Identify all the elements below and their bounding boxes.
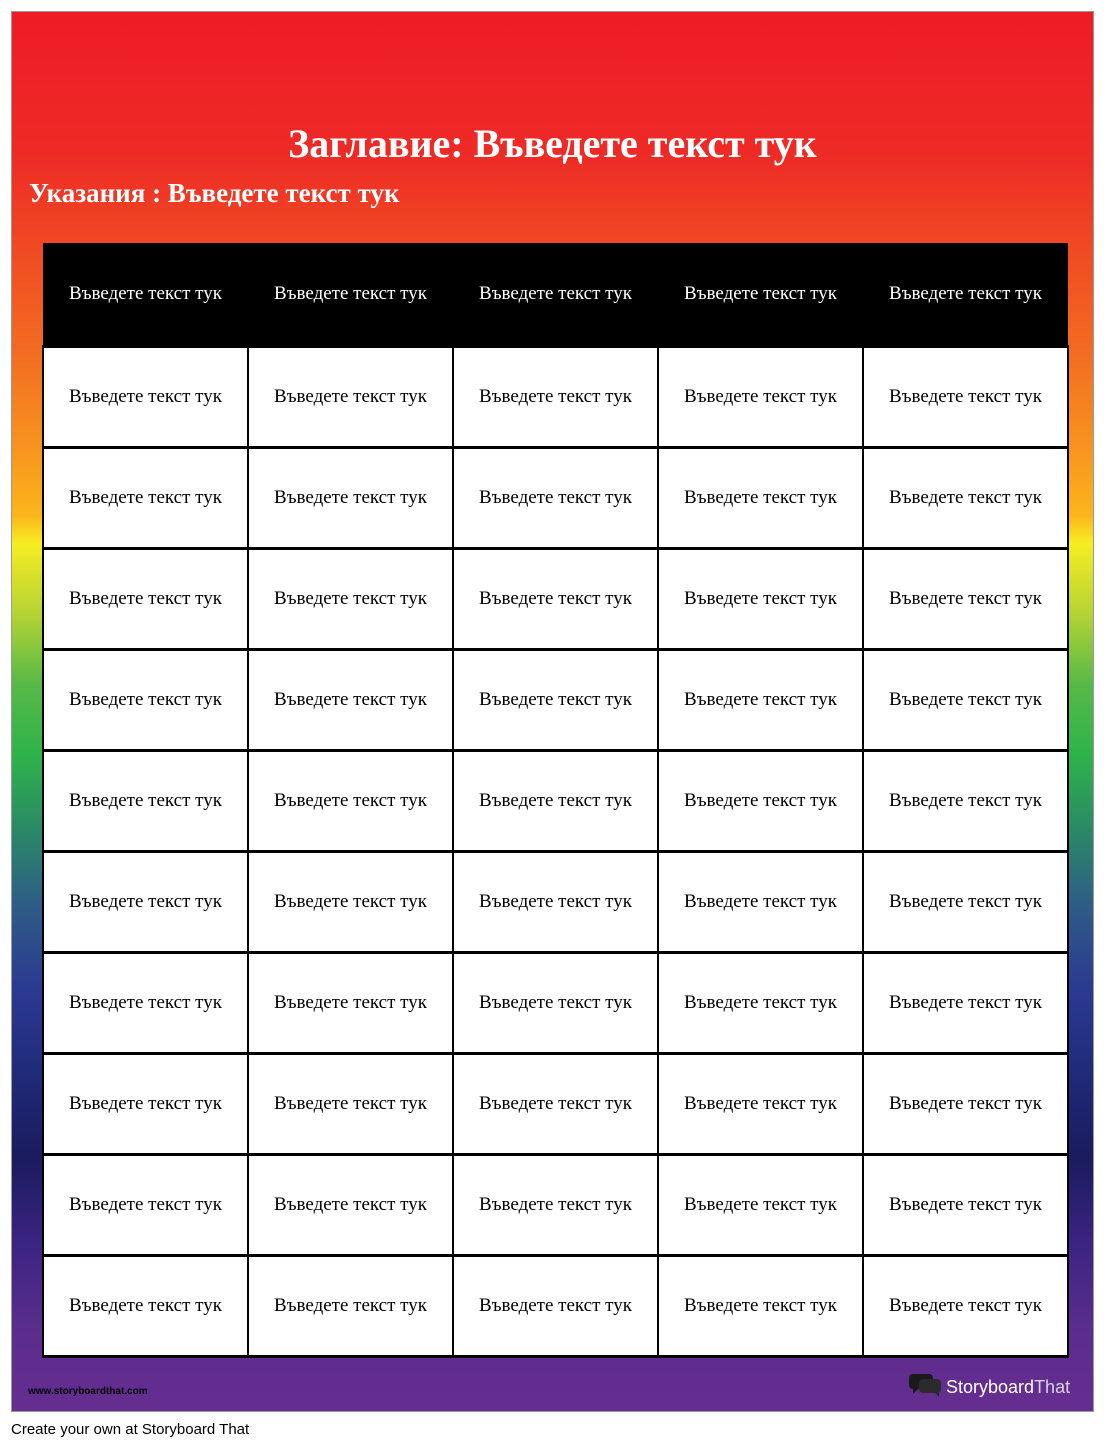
worksheet-poster: [11, 11, 1094, 1412]
table-cell[interactable]: Въведете текст тук: [453, 751, 658, 852]
logo-text-storyboard: Storyboard: [946, 1376, 1035, 1397]
table-cell[interactable]: Въведете текст тук: [658, 347, 863, 448]
footer-url: www.storyboardthat.com: [28, 1386, 148, 1397]
table-cell[interactable]: Въведете текст тук: [248, 852, 453, 953]
table-cell[interactable]: Въведете текст тук: [248, 1155, 453, 1256]
header-cell[interactable]: Въведете текст тук: [248, 243, 453, 347]
table-cell[interactable]: Въведете текст тук: [453, 1256, 658, 1357]
table-cell[interactable]: Въведете текст тук: [248, 549, 453, 650]
table-cell[interactable]: Въведете текст тук: [863, 953, 1068, 1054]
logo-text-that: That: [1034, 1376, 1071, 1397]
worksheet-title[interactable]: Заглавие: Въведете текст тук: [288, 121, 817, 166]
table-cell[interactable]: Въведете текст тук: [453, 448, 658, 549]
table-cell[interactable]: Въведете текст тук: [658, 1155, 863, 1256]
table-cell[interactable]: Въведете текст тук: [453, 1155, 658, 1256]
table-row: [43, 852, 1068, 953]
table-cell[interactable]: Въведете текст тук: [863, 1054, 1068, 1155]
table-cell[interactable]: Въведете текст тук: [453, 1054, 658, 1155]
table-cell[interactable]: Въведете текст тук: [248, 650, 453, 751]
table-row: [43, 650, 1068, 751]
header-row: [43, 243, 1068, 347]
worksheet-table: [42, 243, 1069, 1358]
table-cell[interactable]: Въведете текст тук: [658, 650, 863, 751]
storyboardthat-caption: Create your own at Storyboard That: [11, 1421, 250, 1438]
header-cell[interactable]: Въведете текст тук: [43, 243, 248, 347]
table-row: [43, 1054, 1068, 1155]
table-cell[interactable]: Въведете текст тук: [43, 448, 248, 549]
table-cell[interactable]: Въведете текст тук: [43, 1054, 248, 1155]
table-cell[interactable]: Въведете текст тук: [863, 549, 1068, 650]
table-cell[interactable]: Въведете текст тук: [658, 1256, 863, 1357]
table-row: [43, 549, 1068, 650]
table-cell[interactable]: Въведете текст тук: [658, 953, 863, 1054]
table-cell[interactable]: Въведете текст тук: [43, 347, 248, 448]
table-cell[interactable]: Въведете текст тук: [658, 852, 863, 953]
worksheet-directions[interactable]: Указания : Въведете текст тук: [29, 178, 400, 208]
header-cell[interactable]: Въведете текст тук: [863, 243, 1068, 347]
table-cell[interactable]: Въведете текст тук: [863, 650, 1068, 751]
table-row: [43, 1155, 1068, 1256]
table-cell[interactable]: Въведете текст тук: [453, 347, 658, 448]
table-cell[interactable]: Въведете текст тук: [248, 448, 453, 549]
table-cell[interactable]: Въведете текст тук: [863, 448, 1068, 549]
table-cell[interactable]: Въведете текст тук: [453, 549, 658, 650]
table-cell[interactable]: Въведете текст тук: [863, 1256, 1068, 1357]
table-cell[interactable]: Въведете текст тук: [453, 953, 658, 1054]
table-cell[interactable]: Въведете текст тук: [43, 1155, 248, 1256]
table-cell[interactable]: Въведете текст тук: [658, 1054, 863, 1155]
table-cell[interactable]: Въведете текст тук: [43, 852, 248, 953]
table-cell[interactable]: Въведете текст тук: [863, 751, 1068, 852]
table-cell[interactable]: Въведете текст тук: [43, 953, 248, 1054]
table-cell[interactable]: Въведете текст тук: [248, 751, 453, 852]
storyboardthat-logo: [908, 1374, 1070, 1400]
table-cell[interactable]: Въведете текст тук: [248, 1054, 453, 1155]
table-cell[interactable]: Въведете текст тук: [43, 751, 248, 852]
table-cell[interactable]: Въведете текст тук: [43, 1256, 248, 1357]
table-row: [43, 751, 1068, 852]
table-cell[interactable]: Въведете текст тук: [43, 549, 248, 650]
table-cell[interactable]: Въведете текст тук: [453, 650, 658, 751]
table-row: [43, 1256, 1068, 1357]
table-cell[interactable]: Въведете текст тук: [658, 448, 863, 549]
table-cell[interactable]: Въведете текст тук: [248, 347, 453, 448]
table-row: [43, 347, 1068, 448]
table-cell[interactable]: Въведете текст тук: [248, 953, 453, 1054]
table-cell[interactable]: Въведете текст тук: [248, 1256, 453, 1357]
header-cell[interactable]: Въведете текст тук: [658, 243, 863, 347]
speech-bubbles-icon: [908, 1373, 942, 1402]
table-cell[interactable]: Въведете текст тук: [658, 549, 863, 650]
header-cell[interactable]: Въведете текст тук: [453, 243, 658, 347]
table-row: [43, 953, 1068, 1054]
table-cell[interactable]: Въведете текст тук: [863, 1155, 1068, 1256]
table-cell[interactable]: Въведете текст тук: [43, 650, 248, 751]
table-cell[interactable]: Въведете текст тук: [863, 852, 1068, 953]
table-cell[interactable]: Въведете текст тук: [453, 852, 658, 953]
table-cell[interactable]: Въведете текст тук: [658, 751, 863, 852]
table-cell[interactable]: Въведете текст тук: [863, 347, 1068, 448]
table-row: [43, 448, 1068, 549]
